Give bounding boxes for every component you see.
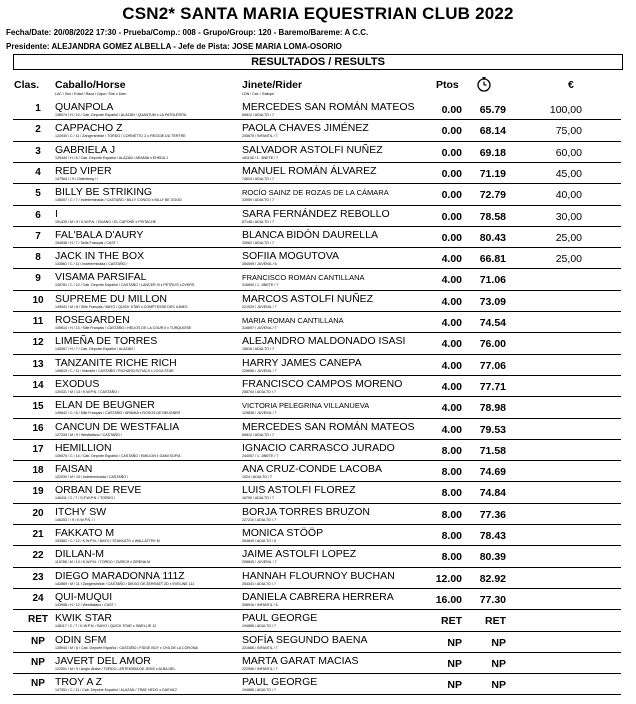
horse-details: 147051 / C / 11 / Cab. Deporte Español / ALAZÁN / TRAE HEDO x DUEVA'2 (55, 688, 177, 693)
rider-name: FRANCISCO ROMAN CANTILLANA (242, 273, 365, 283)
rank: 22 (32, 550, 44, 562)
table-row (0, 312, 636, 333)
rider-details: 227210 / ADULTO / 7 (242, 517, 277, 522)
rider-details: 316697 / JUVENIL / 7 (242, 326, 277, 330)
rider-name: MERCEDES SAN ROMÁN MATEOS (242, 101, 415, 113)
horse-name: SUPREME DU MILLON (55, 292, 168, 305)
rider-details: 205675 / INFANTIL / 7 (242, 134, 278, 139)
points: 8.00 (441, 487, 462, 500)
header-rider-sub: LDN / Cat. / Gallope (242, 92, 275, 96)
horse-details: 149541 / M / 8 / Sille Français / BAYO / QUICK STAR x COMPTESSE DES ILIMES (55, 304, 188, 309)
rider-name: JAIME ASTOLFI LOPEZ (242, 548, 357, 561)
points: 4.00 (441, 253, 462, 266)
competition-info: Fecha/Date: 20/08/2022 17:30 - Prueba/Comp.: 008 - Grupo/Group: 120 - Baremo/Bareme: A C.C. (6, 28, 369, 37)
header-rider: Jinete/Rider (242, 79, 303, 91)
rank: 3 (35, 145, 41, 157)
time: 68.14 (479, 125, 506, 138)
rider-details: 221666 / INFANTIL / 7 (242, 645, 278, 650)
rider-name: BORJA TORRES BRUZON (242, 505, 370, 518)
horse-details: 122551 / M / 9 / Anglo Árabe / TORDO / ARTEMISIA DE JEMS x ALBA DEL (55, 666, 176, 671)
points: 4.00 (441, 317, 462, 329)
time: 71.19 (479, 167, 506, 180)
rider-details: 181106 / 1. JINETE / 7 (242, 155, 279, 160)
horse-details: 120431 / M / 13 / K.W.P.N. / CASTAÑO / (55, 389, 120, 394)
rider-details: 244057 / 1. JINETE / 7 (242, 453, 279, 458)
rider-name: MANUEL ROMÁN ÁLVAREZ (242, 164, 377, 177)
rank: NP (31, 635, 45, 647)
rider-name: HARRY JAMES CANEPA (242, 356, 362, 369)
horse-name: ITCHY SW (55, 505, 107, 518)
prize: 75,00 (555, 125, 582, 138)
time: 78.98 (479, 402, 506, 415)
horse-name: ODIN SFM (55, 633, 107, 646)
rider-details: 284595 / JUVENIL / 6 (242, 262, 277, 267)
time: 79.53 (479, 423, 506, 436)
prize: 100,00 (549, 104, 582, 116)
rank: 18 (32, 465, 44, 477)
time: 77.36 (479, 508, 506, 521)
horse-name: FAISAN (55, 463, 93, 476)
time: NP (491, 679, 506, 692)
rider-name: MONICA STÖÖP (242, 527, 324, 539)
rider-details: 129838 / JUVENIL / 7 (242, 411, 277, 416)
table-row (0, 419, 636, 440)
table-row (0, 482, 636, 503)
horse-details: 143958 / H / 12 / Westfaliano / CAST / (55, 602, 116, 607)
rider-name: MERCEDES SAN ROMÁN MATEOS (242, 420, 415, 433)
rank: 24 (32, 592, 44, 604)
table-row (0, 674, 636, 695)
time: 74.69 (479, 466, 506, 479)
rider-name: VICTORIA PELEGRINA VILLANUEVA (242, 401, 370, 411)
rider-details: 208845 / JUVENIL / 7 (242, 560, 277, 565)
horse-details: 148117 / C / 7 / K.W.P.N. / BAYO / QUICK STAR x SWELLIE 12 (55, 624, 157, 629)
points: 0.00 (441, 167, 462, 180)
horse-name: FAL'BALA D'AURY (55, 228, 144, 241)
table-row (0, 142, 636, 163)
rider-details: 74624 / ADULTO / 7 (242, 176, 275, 181)
table-row (0, 440, 636, 461)
points: 4.00 (441, 380, 462, 393)
horse-name: CAPPACHO Z (55, 122, 123, 135)
rank: 8 (35, 252, 41, 264)
table-row (0, 504, 636, 525)
horse-details: 149570 / C / 14 / Cab. Deporte Español / CASTAÑO / EMILION x GAMI SOFIA (55, 453, 181, 458)
time: 80.43 (479, 231, 506, 244)
rider-name: MARIA ROMAN CANTILLANA (242, 316, 344, 325)
time: 74.84 (479, 487, 506, 500)
rider-details: 69812 / ADULTO / 7 (242, 113, 275, 117)
points: 4.00 (441, 274, 462, 287)
header-prize: € (568, 79, 574, 91)
points: 8.00 (441, 530, 462, 542)
rider-name: LUIS ASTOLFI FLOREZ (242, 484, 356, 497)
time: 77.06 (479, 359, 506, 372)
horse-name: DILLAN-M (55, 548, 105, 561)
rank: 15 (32, 401, 44, 413)
rank: 7 (35, 230, 41, 242)
rider-details: 194886 / ADULTO / 7 (242, 624, 277, 629)
table-row (0, 610, 636, 631)
horse-details: 145267 / H / 7 / Cab. Deporte Español / ALAZÁN / (55, 347, 135, 352)
stopwatch-icon (476, 76, 492, 92)
table-row (0, 248, 636, 269)
time: 80.39 (479, 551, 506, 564)
points: 4.00 (441, 295, 462, 308)
rider-name: PAOLA CHAVES JIMÉNEZ (242, 122, 369, 135)
table-row (0, 120, 636, 141)
horse-details: 115788 / M / 14 / K.W.P.N. / TORDO / ZURICH x ZIRENA M (55, 560, 150, 565)
prize: 40,00 (555, 189, 582, 202)
horse-name: FAKKATO M (55, 527, 115, 539)
rider-details: 16799 / ADULTO / 7 (242, 496, 275, 501)
table-row (0, 546, 636, 567)
table-row (0, 227, 636, 248)
table-row (0, 163, 636, 184)
rider-name: ALEJANDRO MALDONADO ISASI (242, 335, 406, 348)
horse-details: 128944 / M / 8 / Cab. Deporte Español / CASTAÑO / FIDGE BOY x OYA DE LA CORONA (55, 645, 198, 650)
horse-details: 148007 / C / 7 / Indeterminada / CASTAÑO / BILLY CONGO x BILLY BE GOOD (55, 198, 182, 203)
table-row (0, 184, 636, 205)
horse-name: KWIK STAR (55, 612, 112, 625)
horse-name: JACK IN THE BOX (55, 250, 145, 263)
rider-name: FRANCISCO CAMPOS MORENO (242, 377, 403, 390)
table-row (0, 206, 636, 227)
rank: NP (31, 656, 45, 668)
horse-name: GABRIELA J (55, 143, 116, 156)
points: 0.00 (441, 231, 462, 244)
rank: 21 (32, 529, 44, 540)
horse-name: QUI-MUQUI (55, 590, 113, 603)
rider-details: 69812 / ADULTO / 7 (242, 432, 275, 437)
horse-name: EXODUS (55, 377, 100, 390)
points: 8.00 (441, 508, 462, 521)
prize: 25,00 (555, 231, 582, 244)
rank: 23 (32, 571, 44, 583)
time: 78.58 (479, 210, 506, 223)
table-row (0, 269, 636, 290)
horse-details: 153582 / C / 12 / K.W.P.N. / BAYO / STAKKATO x WALLATTEE M (55, 539, 160, 543)
rider-name: MARCOS ASTOLFI NUÑEZ (242, 292, 374, 305)
rider-details: 308916 / INFANTIL / 6 (242, 602, 278, 607)
time: 71.58 (479, 444, 506, 457)
horse-name: DIEGO MARADONNA 111Z (55, 569, 185, 582)
points: 4.00 (441, 423, 462, 436)
points: 12.00 (435, 572, 462, 585)
horse-details: 122930 / M / 10 / Indeterminada / CASTAÑO / (55, 475, 129, 480)
table-row (0, 397, 636, 418)
points: 0.00 (441, 125, 462, 138)
rider-details: 33959 / ADULTO / 7 (242, 198, 275, 203)
points: NP (447, 657, 462, 670)
time: 66.81 (479, 253, 506, 266)
horse-details: 146411 / C / 7 / S.F.W.P.N. / TORDO / (55, 496, 116, 501)
rider-details: 225656 / JUVENIL / 7 (242, 368, 277, 373)
header-points: Ptos (436, 79, 459, 91)
rider-name: MARTA GARAT MACIAS (242, 654, 359, 667)
rider-name: PAUL GEORGE (242, 676, 318, 689)
table-row (0, 589, 636, 610)
horse-name: ORBAN DE REVE (55, 484, 142, 497)
horse-details: 127334 / M / 9 / Westfaliano / CASTAÑO / (55, 432, 122, 437)
horse-name: TANZANITE RICHE RICH (55, 356, 177, 369)
time: 73.09 (479, 295, 506, 308)
time: 77.71 (479, 380, 506, 393)
prize: 25,00 (555, 253, 582, 266)
time: 65.79 (479, 104, 506, 116)
header-horse: Caballo/Horse (55, 79, 126, 91)
row-divider (13, 694, 621, 695)
rider-name: HANNAH FLOURNOY BUCHAN (242, 569, 395, 582)
rider-details: 254341 / ADULTO / 7 (242, 581, 277, 586)
rider-name: SARA FERNÁNDEZ REBOLLO (242, 207, 390, 220)
points: 8.00 (441, 444, 462, 457)
horse-details: 149781 / C / 10 / Cab. Deporte Español / CASTAÑO / LANCER III x PETRU'S LOVERS (55, 283, 195, 288)
rank: 20 (32, 507, 44, 519)
rank: 11 (32, 316, 44, 327)
horse-name: I (55, 207, 58, 220)
table-row (0, 461, 636, 482)
rider-details: 1924 / ADULTO / 7 (242, 475, 273, 480)
rank: 14 (32, 379, 44, 391)
horse-details: 138074 / H / 10 / Cab. Deporte Español / ALAZÁN / QUANTUM x LA PATOLERITA (55, 113, 187, 117)
rank: NP (31, 678, 45, 690)
horse-details: 143861 / C / 11 / Indeterminada / CASTAÑO / (55, 262, 128, 267)
rank: 9 (35, 273, 41, 285)
time: NP (491, 657, 506, 670)
rider-name: PAUL GEORGE (242, 612, 318, 625)
horse-name: VISAMA PARSIFAL (55, 271, 147, 284)
time: NP (491, 636, 506, 649)
rider-name: SALVADOR ASTOLFI NUÑEZ (242, 143, 383, 156)
rider-details: 258744 / ADULTO / 7 (242, 389, 277, 394)
rider-name: ROCÍO SAINZ DE ROZAS DE LA CÁMARA (242, 188, 389, 198)
rider-details: 222596 / INFANTIL / 7 (242, 666, 278, 671)
points: 4.00 (441, 402, 462, 415)
points: 8.00 (441, 551, 462, 564)
points: 0.00 (441, 104, 462, 116)
rank: 12 (32, 337, 44, 349)
table-row (0, 568, 636, 589)
table-row (0, 291, 636, 312)
horse-details: 146253 / / 9 / K.W.P.N. / / (55, 517, 96, 522)
horse-details: 149642 / C / 6 / Sille Français / CASTAÑO / ARAMIA x ROSOS DE BEUGNER (55, 411, 181, 416)
rank: 10 (32, 294, 44, 306)
points: 0.00 (441, 210, 462, 223)
table-row (0, 355, 636, 376)
horse-details: 147964 / / 9 / Oldenburg / / (55, 176, 98, 181)
time: 72.79 (479, 189, 506, 202)
table-row (0, 333, 636, 354)
officials-info: Presidente: ALEJANDRA GOMEZ ALBELLA - Jefe de Pista: JOSE MARIA LOMA-OSORIO (6, 42, 342, 51)
horse-details: 149819 / C / 11 / Irlandés / CASTAÑO / RICHARD ROYALS x LOCA STAR (55, 368, 174, 373)
horse-name: ELAN DE BEUGNER (55, 399, 155, 412)
horse-name: HEMILLION (55, 441, 112, 454)
time: RET (485, 615, 506, 628)
table-row (0, 525, 636, 546)
time: 71.06 (479, 274, 506, 287)
rider-details: 194886 / ADULTO / 7 (242, 688, 277, 693)
table-row (0, 99, 636, 120)
rank: 16 (32, 422, 44, 434)
points: 16.00 (435, 593, 462, 606)
rank: 5 (35, 188, 41, 200)
rank: RET (28, 614, 48, 626)
horse-details: 124935 / C / 11 / Zangersheide / TORDO / CORNETTO Z x REGGIE DU TERTRE (55, 134, 186, 139)
horse-name: CANCUN DE WESTFALIA (55, 420, 180, 433)
rider-details: 15616 / ADULTO / 7 (242, 347, 275, 352)
points: RET (441, 615, 462, 628)
rider-details: 87148 / ADULTO / 7 (242, 219, 275, 224)
horse-details: 151439 / M / 9 / K.W.P.N. / RUANO / EL CAPONE x PISTACHE (55, 219, 156, 224)
results-heading: RESULTADOS / RESULTS (13, 54, 623, 70)
rank: 6 (35, 209, 41, 221)
rider-details: 33962 / ADULTO / 7 (242, 240, 275, 245)
page-title: CSN2* SANTA MARIA EQUESTRIAN CLUB 2022 (122, 4, 514, 23)
rider-details: 264849 / ADULTO / 5 (242, 539, 277, 543)
rank: 4 (35, 166, 41, 178)
rank: 17 (32, 443, 44, 455)
points: 4.00 (441, 359, 462, 372)
table-row (0, 376, 636, 397)
points: NP (447, 679, 462, 692)
rider-name: ANA CRUZ-CONDE LACOBA (242, 463, 383, 476)
time: 74.54 (479, 317, 506, 329)
rank: 2 (35, 124, 41, 136)
horse-name: JAVERT DEL AMOR (55, 654, 151, 667)
prize: 30,00 (555, 210, 582, 223)
rank: 13 (32, 358, 44, 370)
rider-name: SOFÍA SEGUNDO BAENA (242, 633, 368, 646)
rank: 1 (35, 103, 41, 114)
horse-name: LIMEÑA DE TORRES (55, 335, 158, 348)
prize: 60,00 (555, 146, 582, 159)
horse-details: 154838 / H / 7 / Selle Français / CAST / (55, 240, 118, 245)
time: 76.00 (479, 338, 506, 351)
points: 0.00 (441, 189, 462, 202)
rider-name: BLANCA BIDÓN DAURELLA (242, 228, 378, 241)
horse-name: TROY A Z (55, 676, 103, 689)
horse-name: QUANPOLA (55, 101, 114, 113)
rider-details: 221929 / JUVENIL / 7 (242, 304, 277, 309)
rider-name: DANIELA CABRERA HERRERA (242, 590, 394, 603)
horse-name: RED VIPER (55, 164, 112, 177)
rank: 19 (32, 486, 44, 498)
time: 82.92 (479, 572, 506, 585)
points: 0.00 (441, 146, 462, 159)
table-row (0, 653, 636, 674)
time: 77.30 (479, 593, 506, 606)
horse-name: BILLY BE STRIKING (55, 186, 153, 199)
horse-details: 142869 / M / 11 / Zangersheide / CASTAÑO / DIEGO DE ZERRAET 2D x EVELINE 111 (55, 581, 195, 586)
points: 8.00 (441, 466, 462, 479)
header-clas: Clas. (14, 79, 40, 91)
time: 69.18 (479, 146, 506, 159)
rider-name: IGNACIO CARRASCO JURADO (242, 441, 395, 454)
prize: 45,00 (555, 167, 582, 180)
points: 4.00 (441, 338, 462, 351)
time: 78.43 (479, 530, 506, 542)
header-horse-sub: LAC / Sex / Edad / Raza / Capa / Sire x Dam (55, 92, 127, 96)
rider-details: 316690 / 1. JINETE / 7 (242, 283, 279, 288)
table-row (0, 632, 636, 653)
points: NP (447, 636, 462, 649)
horse-details: 139444 / H / 8 / Cab. Deporte Español / ALAZÁN / ARAMIA x EHEDA J (55, 155, 168, 160)
horse-details: 149810 / H / 13 / Sille Français / CASTAÑO / HELIOS DE LA COUR II x TURQUOISE (55, 326, 192, 330)
rider-name: SOFIIA MOGUTOVA (242, 250, 340, 263)
horse-name: ROSEGARDEN (55, 314, 130, 326)
